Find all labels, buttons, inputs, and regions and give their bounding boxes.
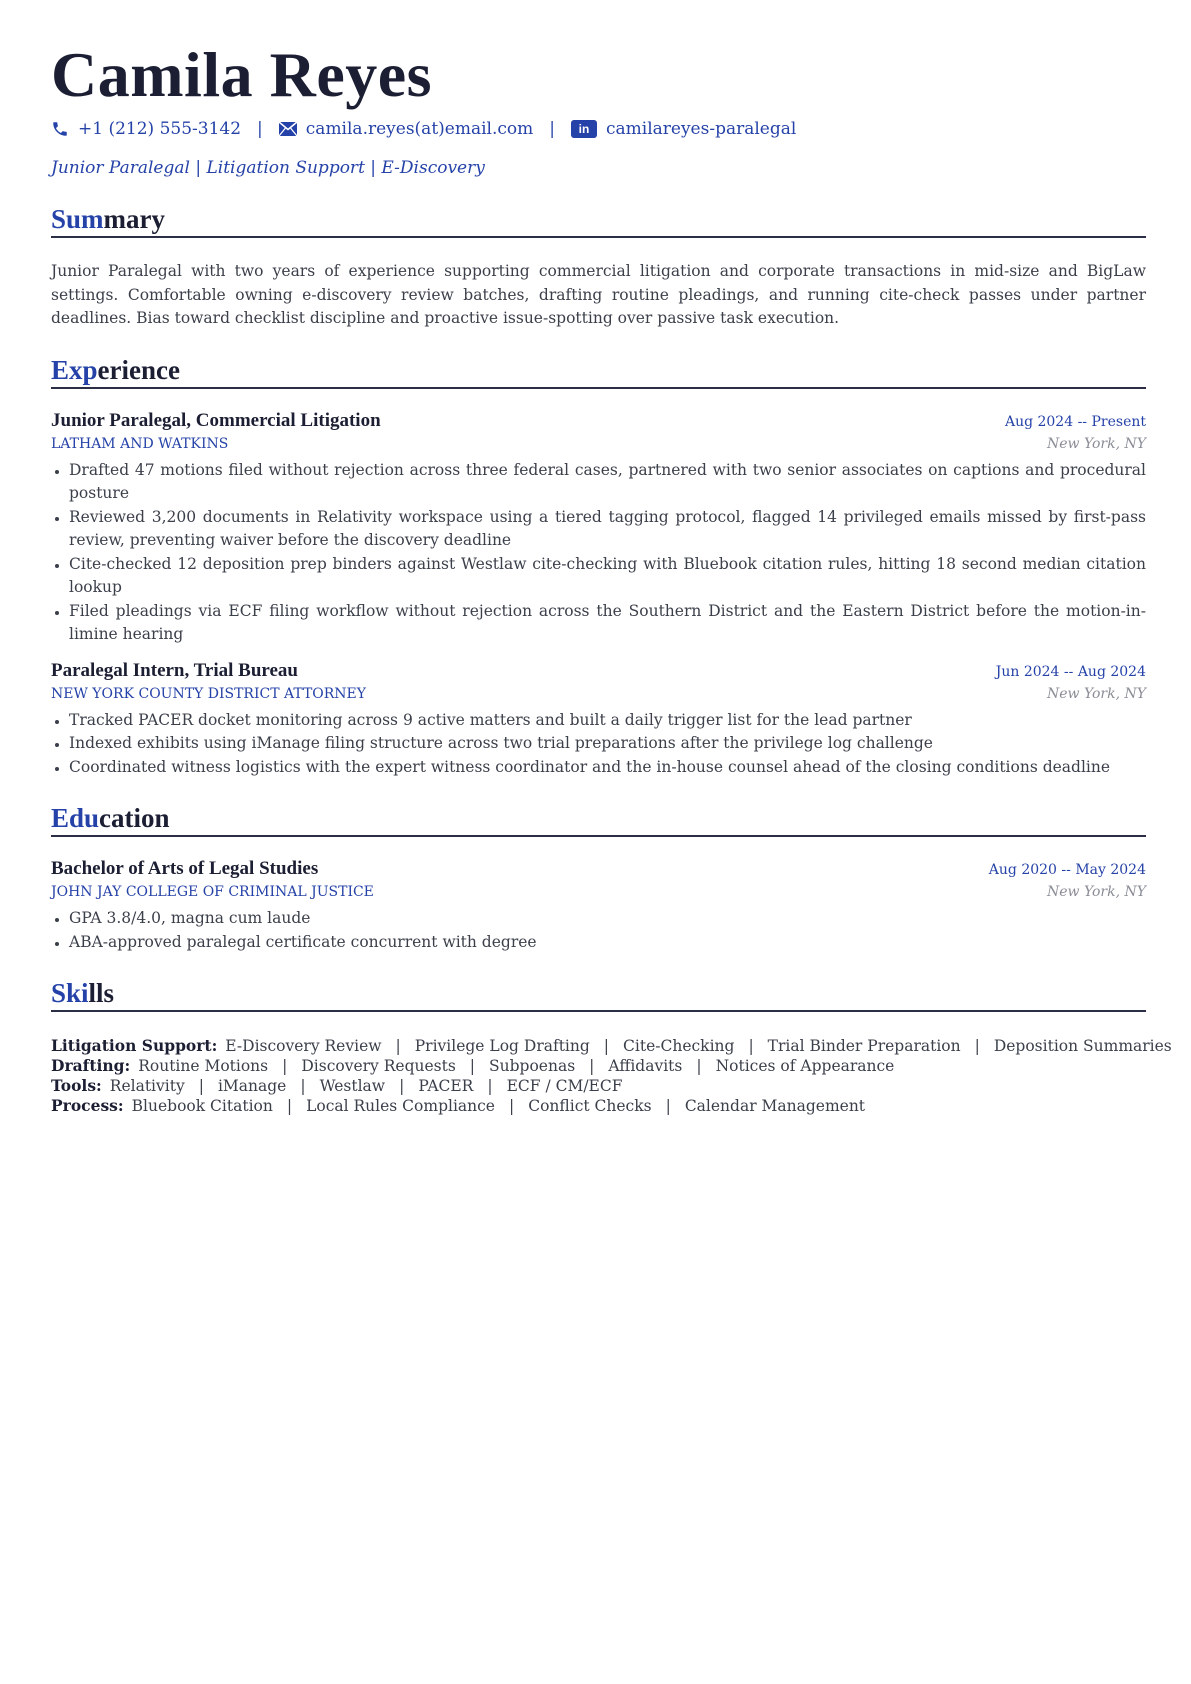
entry-bullets [51,709,1146,780]
skill-separator: | [487,1077,493,1095]
skill-item: Deposition Summaries [993,1037,1172,1055]
skill-item: Notices of Appearance [715,1057,895,1075]
skill-separator: | [603,1037,610,1055]
skill-item: Discovery Requests [301,1057,456,1075]
entry-dates: Jun 2024 -- Aug 2024 [995,663,1146,680]
skill-category-label: Litigation Support: [51,1036,218,1055]
bullet-item: • Cite-checked 12 deposition prep binders against Westlaw cite-checking with Bluebook citation rules, hitting 18 second median citation lookup [69,553,1146,600]
skill-item: Affidavits [608,1057,683,1075]
skill-separator: | [469,1057,476,1075]
skill-line [51,1076,1146,1096]
entry-dates: Aug 2020 -- May 2024 [988,862,1146,878]
skill-item: Privilege Log Drafting [414,1037,590,1055]
skill-item: iManage [217,1077,287,1095]
skill-separator: | [508,1097,515,1115]
skill-separator: | [748,1037,754,1055]
skill-separator: | [974,1037,980,1055]
entry-degree: Bachelor of Arts of Legal Studies [51,858,319,879]
skill-item: Bluebook Citation [131,1097,273,1115]
resume-page [51,36,1172,1116]
bullet-item: • Drafted 47 motions filed without rejection across three federal cases, partnered with two senior associates on captions and procedural posture [69,459,1146,506]
phone-text: +1 (212) 555-3142 [78,119,242,139]
contact-bar [51,116,1146,142]
bullet-item: • ABA-approved paralegal certificate concurrent with degree [69,931,1146,955]
first-name: Camila [51,39,254,110]
skill-separator: | [589,1057,595,1075]
email-text: camila.reyes(at)email.com [305,119,534,139]
experience-entry [51,409,1146,647]
entry-organization: NEW YORK COUNTY DISTRICT ATTORNEY [51,685,367,702]
skill-item: Subpoenas [489,1057,576,1075]
bullet-item: • Tracked PACER docket monitoring across 9 active matters and built a daily trigger list for the lead partner [69,709,1146,733]
bullet-item: • Indexed exhibits using iManage filing structure across two trial preparations after the privilege log challenge [69,732,1146,756]
skill-separator: | [395,1037,401,1055]
linkedin-text: camilareyes-paralegal [605,119,797,139]
skill-item: Routine Motions [138,1057,269,1075]
skill-separator: | [399,1077,405,1095]
heading-accent: Sum [51,204,104,234]
skills-section [51,976,1172,1116]
section-heading-education [51,801,1146,837]
summary-text: Junior Paralegal with two years of experience supporting commercial litigation and corporate transactions in mid-size and BigLaw settings. Comfortable owning e-discovery review batches, drafting routine pleadings, and running cite-check passes under partner deadlines. Bias toward checklist discipline and proactive issue-spotting over passive task execution. [51,262,1146,327]
heading-rest: mary [103,204,166,234]
heading-accent: Edu [51,803,100,833]
skill-line [51,1096,1146,1116]
entry-role: Junior Paralegal, Commercial Litigation [51,409,381,431]
skill-separator: | [665,1097,671,1115]
bullet-item: • Coordinated witness logistics with the expert witness coordinator and the in-house counsel ahead of the closing conditions deadline [69,756,1146,780]
skill-item: Local Rules Compliance [306,1097,495,1115]
summary-section [51,202,1146,331]
skill-item: Cite-Checking [623,1037,735,1055]
heading-rest: erience [97,354,180,385]
skill-item: E-Discovery Review [225,1037,382,1055]
envelope-icon [279,122,297,136]
heading-accent: Exp [51,354,98,385]
last-name: Reyes [269,39,433,110]
skill-category-label: Tools: [51,1076,102,1095]
education-entry [51,857,1146,954]
experience-entry [51,659,1146,780]
skills-list [51,1036,1172,1116]
section-heading-summary [51,202,1146,238]
entry-location: New York, NY [1047,884,1146,900]
skill-item: Relativity [109,1077,185,1095]
experience-section [51,353,1146,780]
skill-separator: | [286,1097,293,1115]
skill-separator: | [198,1077,204,1095]
section-heading-experience [51,353,1146,389]
bullet-item: • Filed pleadings via ECF filing workflow without rejection across the Southern District and the Eastern District before the motion-in-limine hearing [69,600,1146,647]
phone-icon [51,120,69,138]
section-heading-skills [51,976,1146,1012]
entry-dates: Aug 2024 -- Present [1004,413,1146,430]
skill-item: PACER [418,1077,474,1095]
bullet-item: • Reviewed 3,200 documents in Relativity workspace using a tiered tagging protocol, flagged 14 privileged emails missed by first-pass review, preventing waiver before the discovery deadline [69,506,1146,553]
entry-location: New York, NY [1047,435,1146,452]
entry-organization: LATHAM AND WATKINS [51,435,229,452]
skill-item: Calendar Management [684,1097,866,1115]
email-contact[interactable] [279,119,533,139]
skill-item: ECF / CM/ECF [506,1077,623,1095]
entry-institution: JOHN JAY COLLEGE OF CRIMINAL JUSTICE [51,884,374,900]
entry-bullets [51,907,1146,954]
skill-item: Trial Binder Preparation [767,1037,961,1055]
education-section [51,801,1146,954]
skill-line [51,1036,1172,1056]
skill-separator: | [282,1057,288,1075]
linkedin-badge-text: in [578,122,590,136]
skill-separator: | [300,1077,306,1095]
phone-contact[interactable] [51,119,241,139]
contact-separator: | [549,119,555,139]
skill-separator: | [696,1057,702,1075]
heading-accent: Ski [51,978,89,1008]
entry-bullets [51,459,1146,647]
skill-line [51,1056,1146,1076]
skill-item: Westlaw [319,1077,386,1095]
tagline: Junior Paralegal | Litigation Support | E-Discovery [51,158,485,178]
linkedin-contact[interactable] [571,119,796,139]
skill-item: Conflict Checks [528,1097,652,1115]
linkedin-icon [571,120,597,138]
skill-category-label: Process: [51,1096,124,1115]
heading-rest: cation [99,803,170,833]
bullet-item: • GPA 3.8/4.0, magna cum laude [69,907,1146,931]
contact-separator: | [257,119,263,139]
entry-location: New York, NY [1047,685,1146,702]
heading-rest: lls [88,978,115,1008]
candidate-name [51,36,1146,114]
skill-category-label: Drafting: [51,1056,131,1075]
entry-role: Paralegal Intern, Trial Bureau [51,659,298,681]
